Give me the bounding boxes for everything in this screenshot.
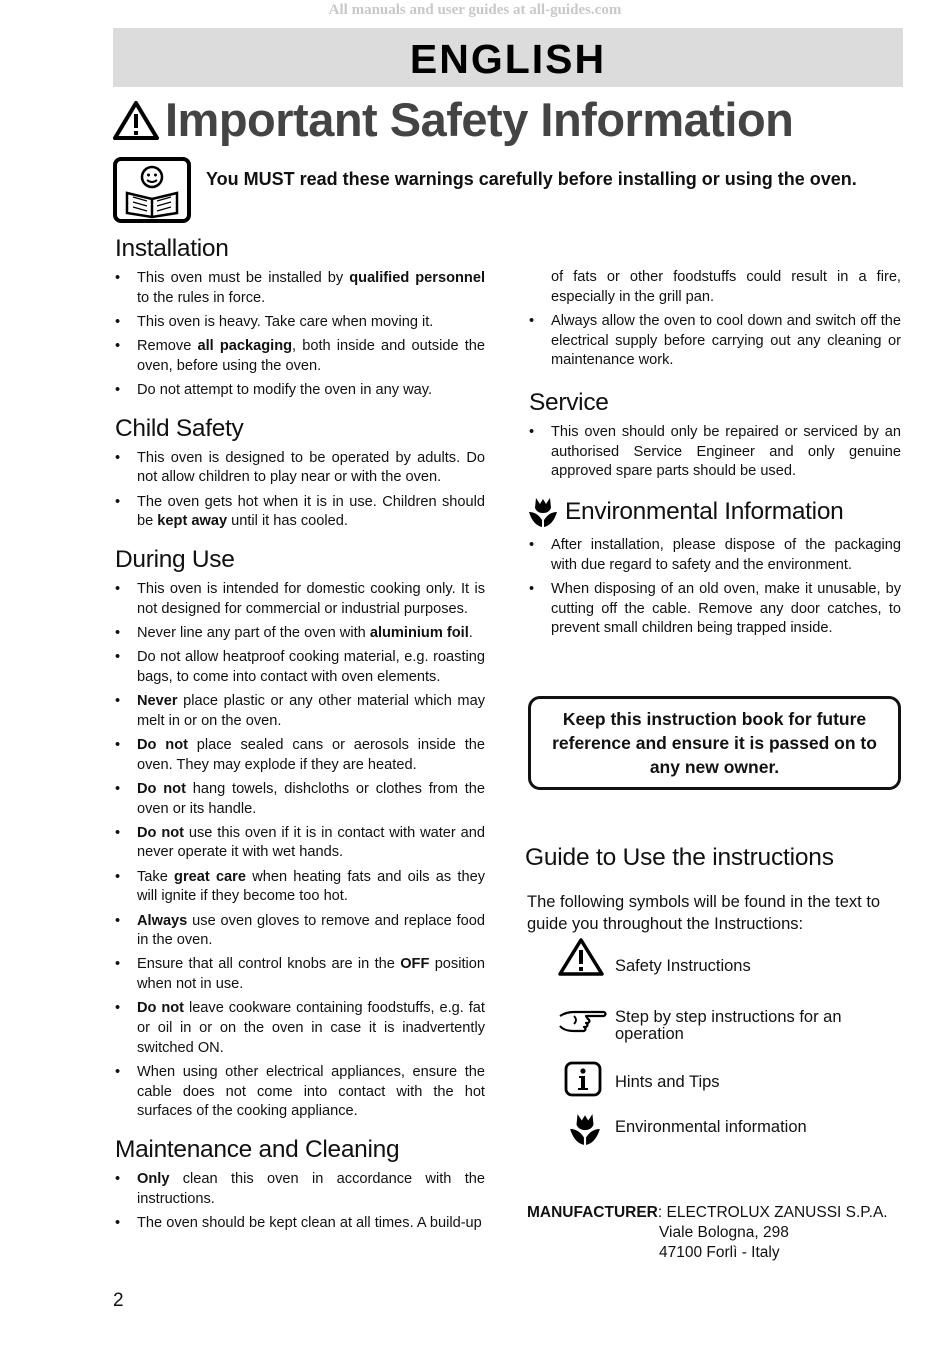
maintenance-list <box>113 1170 485 1234</box>
during-use-heading: During Use <box>115 546 235 574</box>
child-safety-heading: Child Safety <box>115 414 244 442</box>
list-item: • When using other electrical appliances, ensure the cable does not come into contact with the hot surfaces of the cooking appliance. <box>113 1063 485 1122</box>
manufacturer-label: MANUFACTURER <box>527 1204 658 1221</box>
symbol-label-environment: Environmental information <box>615 1118 807 1136</box>
language-banner: ENGLISH <box>113 28 903 87</box>
manufacturer-name: : ELECTROLUX ZANUSSI S.P.A. <box>657 1204 888 1221</box>
pointing-hand-icon <box>558 1006 608 1038</box>
list-item: • This oven is designed to be operated by adults. Do not allow children to play near or with the oven. <box>113 449 485 488</box>
warning-triangle-icon <box>113 100 159 140</box>
list-item: • Do not allow heatproof cooking material, e.g. roasting bags, to come into contact with oven elements. <box>113 648 485 687</box>
warning-triangle-icon <box>558 937 604 977</box>
child-safety-list <box>113 449 485 532</box>
list-item: • Do not leave cookware containing foodstuffs, e.g. fat or oil in or on the oven in case it is inadvertently switched ON. <box>113 999 485 1058</box>
manufacturer-block <box>527 1203 888 1263</box>
list-item: • Only clean this oven in accordance with the instructions. <box>113 1170 485 1209</box>
list-item: • Do not hang towels, dishcloths or clothes from the oven or its handle. <box>113 780 485 819</box>
guide-intro: The following symbols will be found in the text to guide you throughout the Instructions: <box>527 893 881 933</box>
list-item: • Always use oven gloves to remove and replace food in the oven. <box>113 912 485 951</box>
list-item: • Never place plastic or any other material which may melt in or on the oven. <box>113 692 485 731</box>
tulip-icon <box>527 496 559 528</box>
during-use-list <box>113 580 485 1122</box>
must-read-warning: You MUST read these warnings carefully before installing or using the oven. <box>206 169 857 189</box>
list-item: • Do not use this oven if it is in contact with water and never operate it with wet hands. <box>113 824 485 863</box>
symbol-label-safety: Safety Instructions <box>615 957 751 975</box>
page-title: Important Safety Information <box>165 93 794 146</box>
title-row <box>113 92 913 148</box>
info-icon <box>564 1061 602 1097</box>
environmental-heading: Environmental Information <box>565 498 844 526</box>
tulip-icon <box>568 1112 602 1146</box>
list-item: • Do not place sealed cans or aerosols inside the oven. They may explode if they are heated. <box>113 736 485 775</box>
watermark: All manuals and user guides at all-guides.com <box>328 2 622 18</box>
reading-person-icon <box>113 157 191 223</box>
list-item: • After installation, please dispose of the packaging with due regard to safety and the environment. <box>527 536 901 575</box>
environmental-list <box>527 536 901 639</box>
manufacturer-street: Viale Bologna, 298 <box>659 1224 789 1241</box>
list-item: • This oven should only be repaired or serviced by an authorised Service Engineer and only genuine approved spare parts should be used. <box>527 423 901 482</box>
list-item: • This oven is intended for domestic cooking only. It is not designed for commercial or industrial purposes. <box>113 580 485 619</box>
list-item: • The oven gets hot when it is in use. Children should be kept away until it has cooled. <box>113 493 485 532</box>
list-item: • The oven should be kept clean at all times. A build-up <box>113 1214 485 1234</box>
installation-list <box>113 269 485 401</box>
list-item: • This oven is heavy. Take care when moving it. <box>113 313 485 333</box>
manufacturer-city: 47100 Forlì - Italy <box>659 1244 780 1261</box>
list-item: • When disposing of an old oven, make it unusable, by cutting off the cable. Remove any door catches, to prevent small children being trapped inside. <box>527 580 901 639</box>
list-item: • This oven must be installed by qualified personnel to the rules in force. <box>113 269 485 308</box>
keep-book-notice: Keep this instruction book for future reference and ensure it is passed on to any new owner. <box>528 696 901 790</box>
environmental-heading-row <box>527 496 901 528</box>
maintenance-heading: Maintenance and Cleaning <box>115 1136 400 1164</box>
list-item-continuation: of fats or other foodstuffs could result in a fire, especially in the grill pan. <box>551 269 901 305</box>
installation-heading: Installation <box>115 235 229 262</box>
list-item: • Always allow the oven to cool down and switch off the electrical supply before carrying out any cleaning or maintenance work. <box>527 312 901 371</box>
list-item: • Take great care when heating fats and oils as they will ignite if they become too hot. <box>113 868 485 907</box>
list-item: • Never line any part of the oven with aluminium foil. <box>113 624 485 644</box>
guide-title: Guide to Use the instructions <box>525 844 834 871</box>
list-item: • Ensure that all control knobs are in the OFF position when not in use. <box>113 955 485 994</box>
left-column <box>113 235 485 1248</box>
service-heading: Service <box>529 389 609 417</box>
symbol-label-hints: Hints and Tips <box>615 1073 720 1091</box>
symbol-label-steps: Step by step instructions for an operation <box>615 1008 842 1043</box>
service-list <box>527 423 901 482</box>
right-column <box>527 268 901 653</box>
list-item: • Do not attempt to modify the oven in any way. <box>113 381 485 401</box>
maintenance-continued-list <box>527 268 901 371</box>
list-item: • Remove all packaging, both inside and outside the oven, before using the oven. <box>113 337 485 376</box>
page-number: 2 <box>113 1290 124 1311</box>
